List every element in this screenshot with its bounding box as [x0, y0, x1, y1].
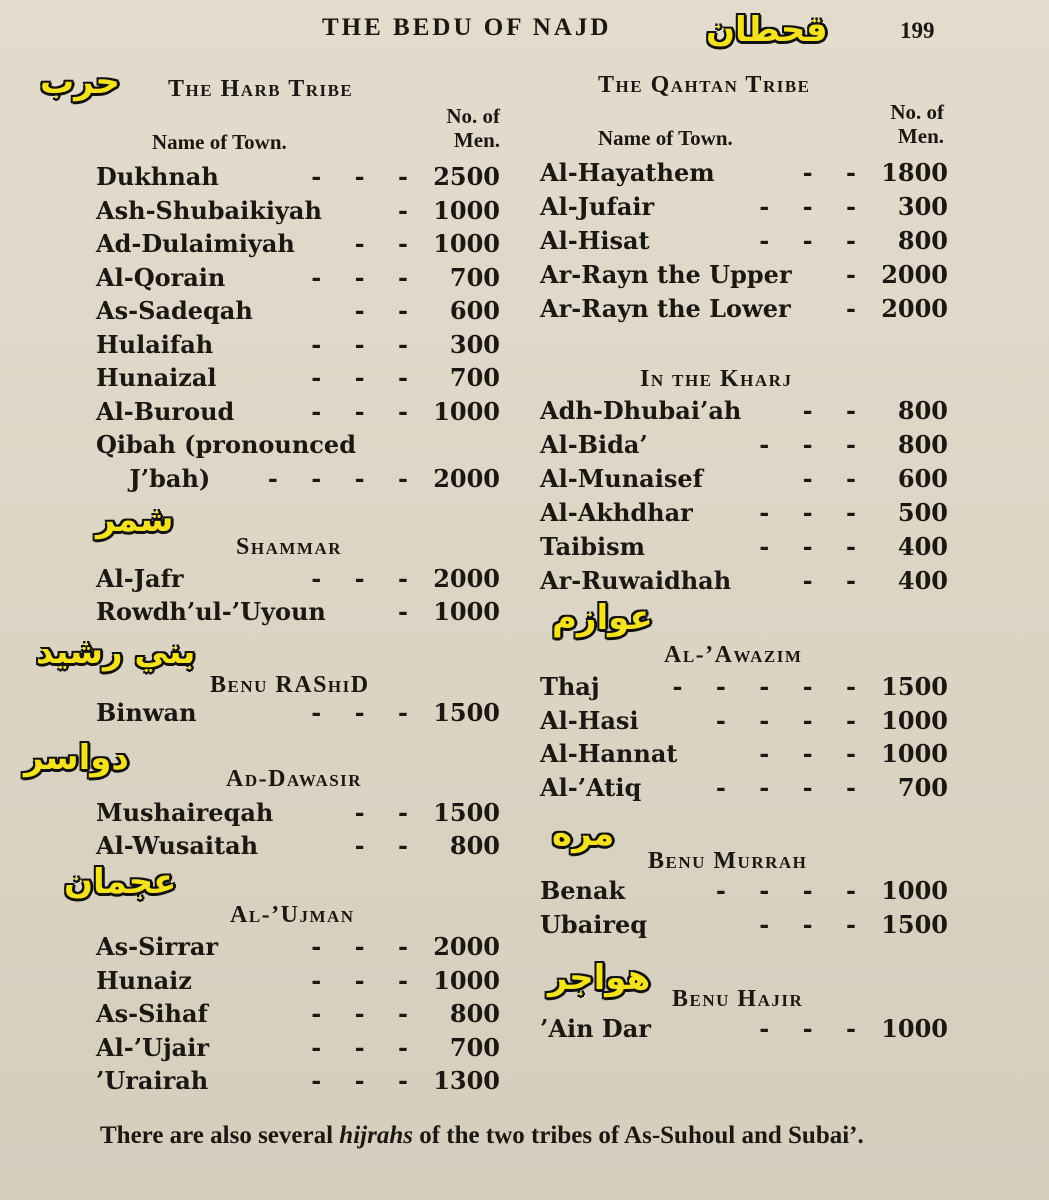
leader-dashes: - - -: [759, 226, 856, 255]
men-count: 600: [449, 296, 500, 325]
men-count: 800: [449, 831, 500, 860]
leader-dashes: - - - -: [715, 705, 856, 735]
leader-dashes: - - -: [759, 430, 856, 459]
table-row: [96, 798, 500, 832]
table-row: [540, 672, 948, 706]
men-count: 1000: [881, 705, 948, 735]
men-count: 1500: [433, 698, 500, 727]
town-name: Ash-Shubaikiyah: [96, 195, 322, 225]
leader-dashes: -: [398, 195, 408, 225]
column-header-town: Name of Town.: [152, 130, 287, 154]
table-row: [96, 397, 500, 431]
town-name: Al-Buroud: [96, 396, 235, 426]
section-title-harb: The Harb Tribe: [168, 76, 354, 102]
leader-dashes: - - -: [311, 363, 408, 392]
table-row: [540, 158, 948, 192]
town-name: Mushaireqah: [96, 798, 274, 827]
leader-dashes: -: [846, 294, 856, 323]
leader-dashes: - - -: [759, 192, 856, 221]
leader-dashes: - - -: [311, 329, 408, 359]
table-row: [96, 162, 500, 196]
town-name: Al-Akhdhar: [540, 498, 693, 527]
men-count: 300: [449, 329, 500, 359]
table-row: [96, 263, 500, 297]
men-count: 700: [449, 262, 500, 292]
town-name: J’bah): [96, 463, 211, 493]
table-row: [96, 363, 500, 397]
town-name: As-Sadeqah: [96, 296, 253, 325]
table-row: [540, 910, 948, 944]
town-name: Al-Hayathem: [540, 158, 715, 187]
town-name: Qibah (pronounced: [96, 430, 356, 459]
table-row: [540, 706, 948, 740]
town-name: Dukhnah: [96, 162, 219, 191]
table-row: [540, 1014, 948, 1048]
footnote-italic: hijrahs: [339, 1122, 413, 1149]
column-header-men-right: [862, 100, 944, 148]
town-name: Al-Hasi: [540, 705, 639, 735]
leader-dashes: - - -: [759, 498, 856, 527]
leader-dashes: - - -: [311, 1032, 408, 1062]
table-row: [96, 1033, 500, 1067]
table-row: [96, 564, 500, 598]
leader-dashes: - - -: [311, 932, 408, 961]
men-count: 1000: [881, 1014, 948, 1043]
column-header-men-right-line2: Men.: [897, 124, 944, 148]
men-count: 2000: [881, 260, 948, 289]
section-title-kharj: In the Kharj: [640, 366, 793, 392]
table-row: [540, 498, 948, 532]
table-row: [540, 566, 948, 600]
table-row: [96, 831, 500, 865]
men-count: 1500: [881, 672, 948, 701]
table-row: [96, 966, 500, 1000]
men-count: 2500: [433, 162, 500, 191]
leader-dashes: - -: [802, 464, 856, 493]
section-title-hajir: Benu Hajir: [672, 986, 804, 1012]
leader-dashes: - -: [802, 158, 856, 187]
table-row: [96, 330, 500, 364]
town-name: Ar-Rayn the Lower: [540, 294, 791, 323]
footnote: [100, 1120, 970, 1152]
town-name: Thaj: [540, 672, 600, 701]
men-count: 700: [897, 772, 948, 802]
leader-dashes: - - - -: [715, 876, 856, 905]
leader-dashes: -: [846, 260, 856, 289]
town-name: Al-Hannat: [540, 739, 678, 768]
footnote-text-after: of the two tribes of As-Suhoul and Subai’.: [412, 1122, 864, 1149]
arabic-label-benu-rashid: بني رشيد: [36, 632, 196, 672]
town-name: Al-’Ujair: [96, 1032, 209, 1062]
leader-dashes: - -: [354, 831, 408, 860]
table-row: [540, 739, 948, 773]
table-row: [540, 430, 948, 464]
men-count: 500: [897, 498, 948, 527]
table-row: [540, 192, 948, 226]
leader-dashes: - - -: [311, 1066, 408, 1095]
section-title-ujman: Al-’Ujman: [230, 902, 355, 928]
town-name: Hunaizal: [96, 363, 217, 392]
town-name: As-Sihaf: [96, 999, 208, 1028]
men-count: 2000: [433, 564, 500, 593]
men-count: 800: [897, 226, 948, 255]
table-row: [540, 396, 948, 430]
leader-dashes: - -: [354, 296, 408, 325]
leader-dashes: -: [398, 597, 408, 626]
men-count: 1500: [881, 910, 948, 939]
town-name: Al-Munaisef: [540, 464, 703, 493]
table-row: [96, 196, 500, 230]
section-title-dawasir: Ad-Dawasir: [226, 766, 363, 792]
town-name: Al-’Atiq: [540, 772, 642, 802]
town-name: Al-Jufair: [540, 192, 655, 221]
column-header-men-line2: Men.: [453, 128, 500, 152]
section-title-awazim: Al-’Awazim: [664, 642, 803, 668]
men-count: 800: [449, 999, 500, 1028]
town-name: Al-Qorain: [96, 262, 226, 292]
arabic-label-qahtan: قحطان: [706, 10, 828, 50]
table-row: [96, 464, 500, 498]
arabic-label-harb: حرب: [40, 62, 120, 102]
table-row: [540, 532, 948, 566]
town-name: Adh-Dhubai’ah: [540, 396, 742, 425]
table-row: [96, 932, 500, 966]
leader-dashes: - -: [802, 396, 856, 425]
table-row: [540, 226, 948, 260]
leader-dashes: - - - - -: [672, 672, 856, 701]
men-count: 300: [897, 192, 948, 221]
leader-dashes: - - -: [311, 965, 408, 995]
leader-dashes: - - -: [311, 698, 408, 727]
arabic-label-ujman: عجمان: [64, 862, 177, 902]
men-count: 1000: [433, 195, 500, 225]
table-row: [540, 464, 948, 498]
leader-dashes: - - -: [311, 162, 408, 191]
leader-dashes: - -: [354, 229, 408, 258]
men-count: 1000: [433, 229, 500, 258]
table-row: [540, 876, 948, 910]
footnote-text-before: There are also several: [100, 1122, 340, 1149]
leader-dashes: - -: [354, 798, 408, 827]
section-title-murrah: Benu Murrah: [648, 848, 808, 874]
leader-dashes: - - -: [759, 739, 856, 768]
leader-dashes: - - -: [311, 564, 408, 593]
men-count: 2000: [881, 294, 948, 323]
men-count: 1000: [881, 876, 948, 905]
table-row: [96, 698, 500, 732]
men-count: 700: [449, 1032, 500, 1062]
town-name: ’Urairah: [96, 1066, 209, 1095]
men-count: 1000: [433, 597, 500, 626]
leader-dashes: - - -: [311, 262, 408, 292]
arabic-label-shammar: شمر: [96, 500, 174, 540]
column-header-men-right-line1: No. of: [890, 100, 944, 124]
men-count: 2000: [433, 463, 500, 493]
men-count: 400: [897, 566, 948, 595]
town-name: Hulaifah: [96, 329, 214, 359]
section-title-qahtan: The Qahtan Tribe: [598, 72, 811, 98]
table-row: [96, 597, 500, 631]
men-count: 1000: [433, 396, 500, 426]
column-header-men-line1: No. of: [446, 104, 500, 128]
running-title: THE BEDU OF NAJD: [322, 14, 612, 41]
leader-dashes: - - -: [311, 396, 408, 426]
men-count: 1500: [433, 798, 500, 827]
table-row: [96, 229, 500, 263]
men-count: 2000: [433, 932, 500, 961]
arabic-label-awazim: عوازم: [552, 598, 653, 638]
section-title-shammar: Shammar: [236, 534, 342, 560]
men-count: 600: [897, 464, 948, 493]
table-row: [96, 430, 500, 464]
town-name: Al-Wusaitah: [96, 831, 259, 860]
town-name: Ad-Dulaimiyah: [96, 229, 295, 258]
leader-dashes: - - - -: [715, 772, 856, 802]
town-name: As-Sirrar: [96, 932, 219, 961]
table-row: [540, 260, 948, 294]
page-number: 199: [900, 18, 935, 43]
leader-dashes: - - -: [759, 532, 856, 561]
town-name: ’Ain Dar: [540, 1014, 651, 1043]
leader-dashes: - -: [802, 566, 856, 595]
table-row: [96, 296, 500, 330]
town-name: Al-Hisat: [540, 226, 650, 255]
table-row: [540, 294, 948, 328]
town-name: Hunaiz: [96, 965, 192, 995]
town-name: Al-Bida’: [540, 430, 648, 459]
town-name: Ar-Rayn the Upper: [540, 260, 792, 289]
table-row: [96, 999, 500, 1033]
leader-dashes: - - - -: [267, 463, 408, 493]
town-name: Benak: [540, 876, 626, 905]
leader-dashes: - - -: [311, 999, 408, 1028]
men-count: 1800: [881, 158, 948, 187]
arabic-label-murrah: مره: [552, 814, 615, 854]
town-name: Ar-Ruwaidhah: [540, 566, 732, 595]
men-count: 1300: [433, 1066, 500, 1095]
arabic-label-hajir: هواجر: [548, 958, 651, 998]
town-name: Rowdh’ul-’Uyoun: [96, 597, 326, 626]
town-name: Ubaireq: [540, 910, 648, 939]
men-count: 800: [897, 430, 948, 459]
men-count: 700: [449, 363, 500, 392]
men-count: 400: [897, 532, 948, 561]
table-row: [540, 773, 948, 807]
men-count: 1000: [433, 965, 500, 995]
leader-dashes: - - -: [759, 1014, 856, 1043]
column-header-men: [420, 104, 500, 152]
arabic-label-dawasir: دواسر: [24, 738, 129, 778]
table-row: [96, 1066, 500, 1100]
leader-dashes: - - -: [759, 910, 856, 939]
town-name: Al-Jafr: [96, 564, 184, 593]
section-title-benu-rashid: Benu RAShiD: [210, 672, 370, 698]
town-name: Taibism: [540, 532, 646, 561]
column-header-town-right: Name of Town.: [598, 126, 733, 150]
town-name: Binwan: [96, 698, 197, 727]
men-count: 1000: [881, 739, 948, 768]
men-count: 800: [897, 396, 948, 425]
